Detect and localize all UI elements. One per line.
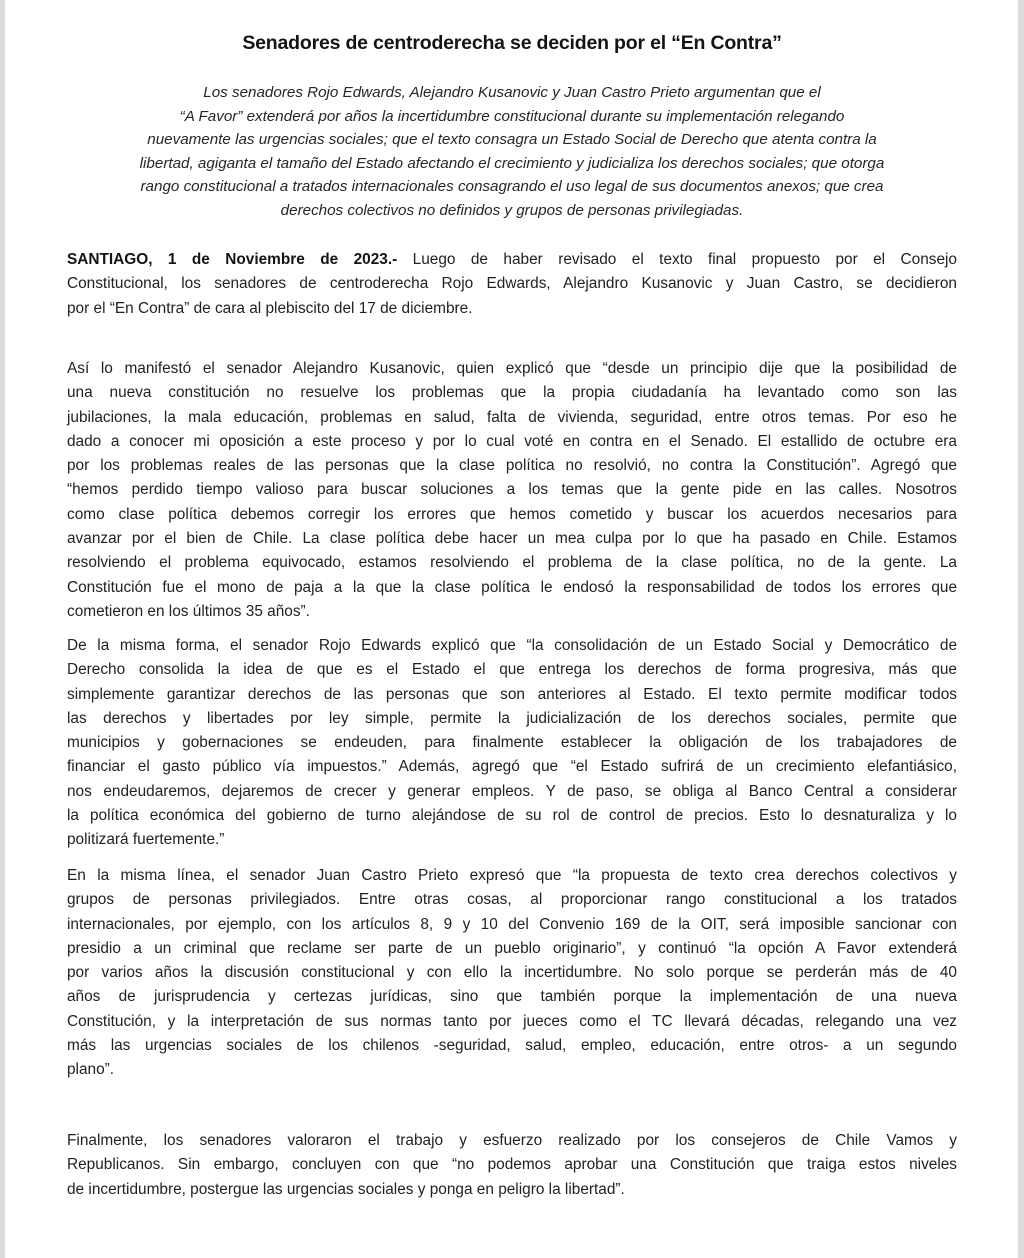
paragraph-line: una nueva constitución no resuelve los problemas que la propia ciudadanía ha levantado como son las [67,384,957,402]
lead-summary [67,81,957,223]
paragraph-line: Republicanos. Sin embargo, concluyen con que “no podemos aprobar una Constitución que traiga estos niveles [67,1156,957,1174]
paragraph-line: financiar el gasto público vía impuestos.” Además, agregó que “el Estado sufrirá de un crecimiento elefantiásico, [67,758,957,776]
dateline: SANTIAGO, 1 de Noviembre de 2023.- [67,251,398,268]
paragraph-line: avanzar por el bien de Chile. La clase política debe hacer un mea culpa por lo que ha pasado en Chile. Estamos [67,530,957,548]
paragraph-line: simplemente garantizar derechos de las personas que son anteriores al Estado. El texto permite modificar todos [67,685,957,703]
paragraph-line: politizará fuertemente.” [67,831,225,849]
paragraph-line: Así lo manifestó el senador Alejandro Kusanovic, quien explicó que “desde un principio dije que la posibilidad de [67,360,957,377]
lead-line: rango constitucional a tratados internacionales consagrando el uso legal de sus documentos anexos; que crea [140,178,884,196]
paragraph-line: por los problemas reales de las personas que la clase política no resolvió, no contra la Constitución”. Agregó que [67,457,957,475]
paragraph-line: presidio a un criminal que reclame ser parte de un pueblo originario”, y continuó “la opción A Favor extenderá [67,939,957,957]
paragraph-line: por el “En Contra” de cara al plebiscito del 17 de diciembre. [67,299,473,317]
paragraph-line: plano”. [67,1061,115,1079]
lead-line: “A Favor” extenderá por años la incertidumbre constitucional durante su implementación relegando [179,107,845,125]
paragraph-line: más las urgencias sociales de los chilenos -seguridad, salud, empleo, educación, entre otros- a un segundo [67,1037,957,1055]
document-title: Senadores de centroderecha se deciden por el “En Contra” [242,32,782,54]
paragraph-line: Derecho consolida la idea de que es el Estado el que entrega los derechos de forma progresiva, más que [67,661,957,679]
paragraph-line: Constitución fue el mono de paja a la que la clase política le endosó la responsabilidad de todos los errores que [67,578,957,596]
paragraph-line: años de jurisprudencia y certezas jurídicas, sino que también porque la implementación de una nueva [67,988,957,1006]
lead-line: derechos colectivos no definidos y grupos de personas privilegiadas. [280,201,744,219]
lead-line: nuevamente las urgencias sociales; que el texto consagra un Estado Social de Derecho que atenta contra la [147,131,877,149]
page-edge-right [1018,0,1024,1258]
paragraph-line: como clase política debemos corregir los errores que hemos cometido y buscar los acuerdos necesarios para [67,505,957,523]
lead-line: libertad, agiganta el tamaño del Estado afectando el crecimiento y judicializa los derechos sociales; que otorga [139,154,885,172]
paragraph-line: nos endeudaremos, dejaremos de crecer y generar empleos. Y de paso, se obliga al Banco Central a considerar [67,782,957,800]
paragraph-line: “hemos perdido tiempo valioso para buscar soluciones a los temas que la gente pide en las calles. Nosotros [67,481,957,499]
paragraph-line: dado a conocer mi oposición a este proceso y por lo cual voté en contra en el Senado. El estallido de octubre era [67,432,957,450]
paragraph-text: Luego de haber revisado el texto final propuesto por el Consejo [397,251,957,268]
lead-line: Los senadores Rojo Edwards, Alejandro Kusanovic y Juan Castro Prieto argumentan que el [203,84,821,101]
paragraph-line: las derechos y libertades por ley simple, permite la judicialización de los derechos sociales, permite que [67,709,957,727]
paragraph-line [67,248,957,272]
page-edge-left [0,0,5,1258]
paragraph-line: resolviendo el problema equivocado, estamos resolviendo el problema de la clase política, no de la gente. La [67,554,957,572]
paragraph-line: cometieron en los últimos 35 años”. [67,602,310,620]
paragraph-line: por varios años la discusión constitucional y con ello la incertidumbre. No solo porque se perderán más de 40 [67,964,957,982]
paragraph-line: la política económica del gobierno de turno alejándose de su rol de control de precios. Esto lo desnaturaliza y lo [67,807,957,825]
paragraph-line: grupos de personas privilegiados. Entre otras cosas, al proporcionar rango constitucional a los tratados [67,891,957,909]
paragraph-line: Finalmente, los senadores valoraron el trabajo y esfuerzo realizado por los consejeros de Chile Vamos y [67,1132,957,1149]
paragraph-line: Constitucional, los senadores de centroderecha Rojo Edwards, Alejandro Kusanovic y Juan Castro, se decidieron [67,275,957,293]
paragraph-line: De la misma forma, el senador Rojo Edwards explicó que “la consolidación de un Estado Social y Democrático de [67,637,957,654]
paragraph-kusanovic [67,357,957,624]
paragraph-castro [67,864,957,1083]
paragraph-dateline [67,248,957,321]
paragraph-line: Constitución, y la interpretación de sus normas tanto por jueces como el TC llevará décadas, relegando una vez [67,1012,957,1030]
paragraph-line: de incertidumbre, postergue las urgencias sociales y ponga en peligro la libertad”. [67,1180,625,1198]
paragraph-line: internacionales, por ejemplo, con los artículos 8, 9 y 10 del Convenio 169 de la OIT, será imposible sancionar con [67,915,957,933]
paragraph-line: En la misma línea, el senador Juan Castro Prieto expresó que “la propuesta de texto crea derechos colectivos y [67,867,957,884]
paragraph-edwards [67,634,957,853]
paragraph-line: jubilaciones, la mala educación, problemas en salud, falta de vivienda, seguridad, entre otros temas. Por eso he [67,408,957,426]
paragraph-line: municipios y gobernaciones se endeuden, para finalmente establecer la obligación de los trabajadores de [67,734,957,752]
paragraph-conclusion [67,1129,957,1202]
